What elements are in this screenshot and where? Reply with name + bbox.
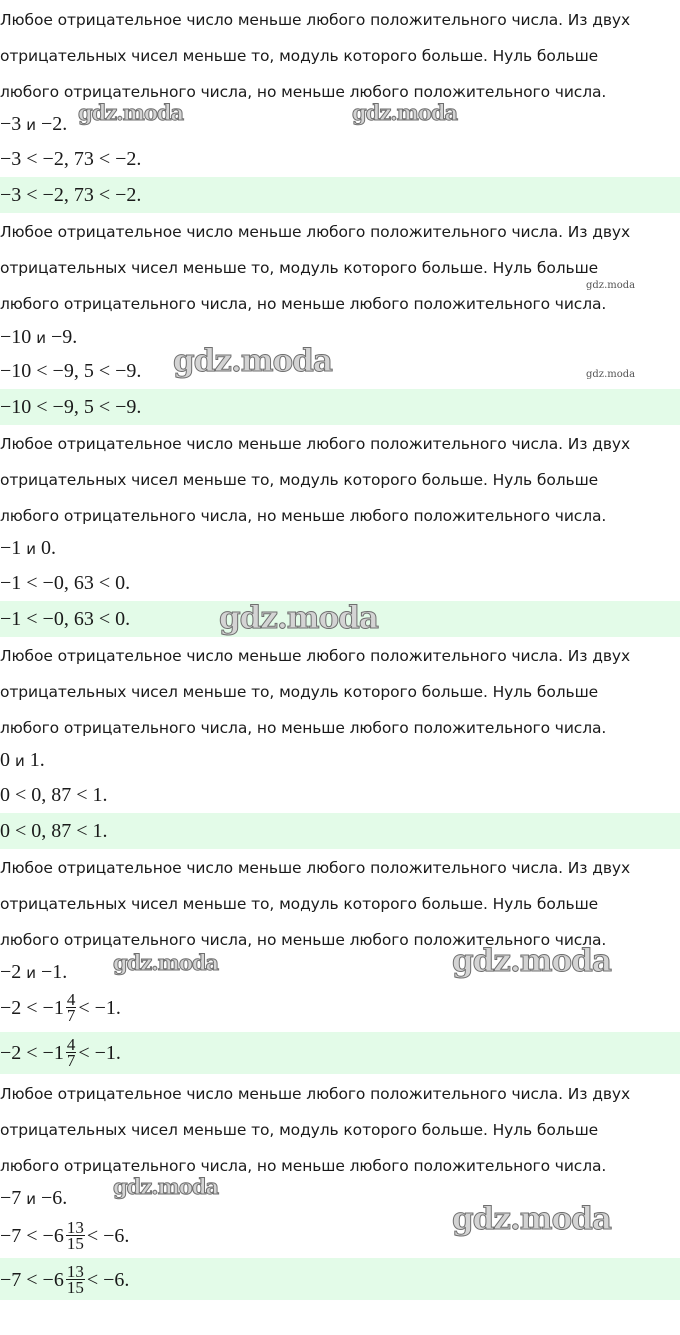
rule-line-3: любого отрицательного числа, но меньше любого положительного числа. (0, 719, 607, 737)
fraction: $\frac{13}{15}$ (66, 1217, 84, 1253)
watermark-logo: gdz.moda (452, 943, 611, 979)
answer-inequality: −2 < −1 $\frac{4}{7}$ < −1. (0, 1034, 121, 1070)
watermark-logo: gdz.moda (586, 369, 636, 380)
inequality: −1 < −0, 63 < 0. (0, 572, 131, 594)
watermark-logo: gdz.moda (173, 343, 332, 379)
rule-line-1: Любое отрицательное число меньше любого положительного числа. Из двух (0, 11, 631, 29)
rule-line-1: Любое отрицательное число меньше любого положительного числа. Из двух (0, 223, 631, 241)
inequality: −2 < −1 $\frac{4}{7}$ < −1. (0, 989, 121, 1025)
rule-line-3: любого отрицательного числа, но меньше любого положительного числа. (0, 295, 607, 313)
answer-inequality: 0 < 0, 87 < 1. (0, 820, 108, 842)
answer-inequality: −3 < −2, 73 < −2. (0, 184, 142, 206)
fraction: $\frac{13}{15}$ (66, 1261, 84, 1297)
watermark-logo: gdz.moda (352, 100, 458, 125)
rule-line-1: Любое отрицательное число меньше любого положительного числа. Из двух (0, 647, 631, 665)
rule-line-1: Любое отрицательное число меньше любого положительного числа. Из двух (0, 1085, 631, 1103)
rule-line-3: любого отрицательного числа, но меньше любого положительного числа. (0, 507, 607, 525)
rule-line-2: отрицательных чисел меньше то, модуль которого больше. Нуль больше (0, 895, 599, 913)
watermark-logo: gdz.moda (113, 1174, 219, 1199)
rule-line-2: отрицательных чисел меньше то, модуль которого больше. Нуль больше (0, 259, 599, 277)
rule-line-2: отрицательных чисел меньше то, модуль которого больше. Нуль больше (0, 471, 599, 489)
number-pair: −10 и −9. (0, 326, 78, 348)
fraction: $\frac{4}{7}$ (66, 1034, 76, 1070)
answer-inequality: −7 < −6 $\frac{13}{15}$ < −6. (0, 1261, 130, 1297)
watermark-logo: gdz.moda (219, 600, 378, 636)
rule-line-3: любого отрицательного числа, но меньше любого положительного числа. (0, 1157, 607, 1175)
inequality: −3 < −2, 73 < −2. (0, 148, 142, 170)
rule-line-2: отрицательных чисел меньше то, модуль которого больше. Нуль больше (0, 1121, 599, 1139)
rule-line-1: Любое отрицательное число меньше любого положительного числа. Из двух (0, 435, 631, 453)
watermark-logo: gdz.moda (78, 100, 184, 125)
inequality: −10 < −9, 5 < −9. (0, 360, 142, 382)
watermark-logo: gdz.moda (113, 950, 219, 975)
number-pair: 0 и 1. (0, 749, 45, 771)
inequality: −7 < −6 $\frac{13}{15}$ < −6. (0, 1217, 130, 1253)
answer-inequality: −1 < −0, 63 < 0. (0, 608, 131, 630)
number-pair: −2 и −1. (0, 961, 68, 983)
rule-line-1: Любое отрицательное число меньше любого положительного числа. Из двух (0, 859, 631, 877)
rule-line-3: любого отрицательного числа, но меньше любого положительного числа. (0, 931, 607, 949)
answer-inequality: −10 < −9, 5 < −9. (0, 396, 142, 418)
fraction: $\frac{4}{7}$ (66, 989, 76, 1025)
rule-line-2: отрицательных чисел меньше то, модуль которого больше. Нуль больше (0, 683, 599, 701)
watermark-logo: gdz.moda (586, 280, 636, 291)
number-pair: −1 и 0. (0, 537, 57, 559)
number-pair: −3 и −2. (0, 113, 68, 135)
inequality: 0 < 0, 87 < 1. (0, 784, 108, 806)
number-pair: −7 и −6. (0, 1187, 68, 1209)
watermark-logo: gdz.moda (452, 1201, 611, 1237)
rule-line-2: отрицательных чисел меньше то, модуль которого больше. Нуль больше (0, 47, 599, 65)
rule-line-3: любого отрицательного числа, но меньше любого положительного числа. (0, 83, 607, 101)
